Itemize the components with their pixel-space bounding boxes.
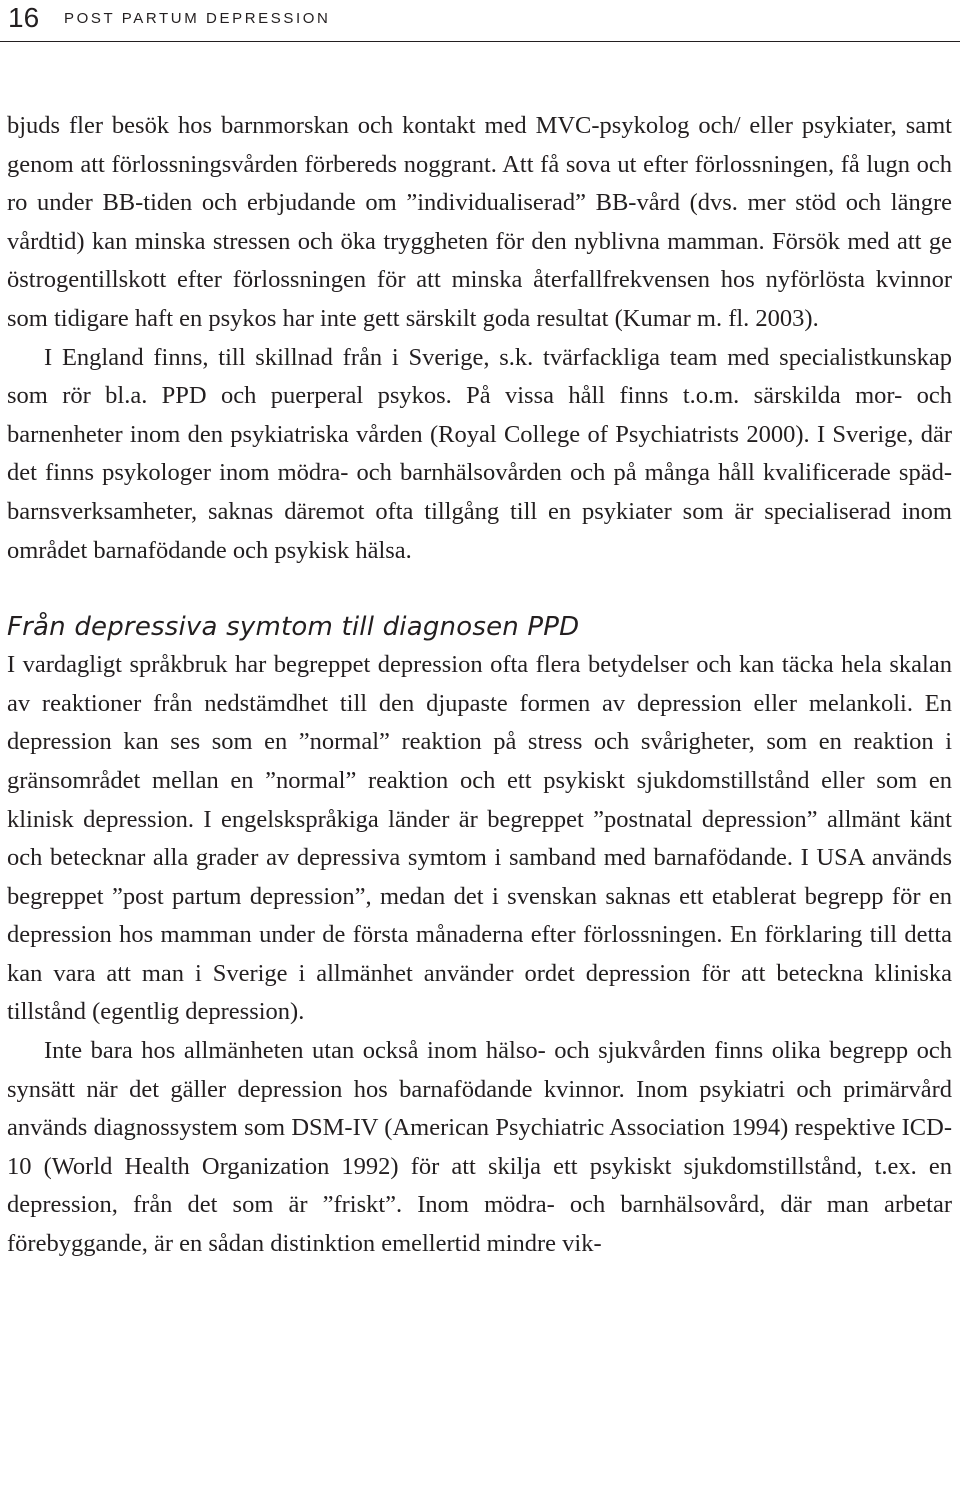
paragraph: Inte bara hos allmänheten utan också inom hälso- och sjukvården finns olika begrepp och synsätt när det gäller depression hos barnafödande kvinnor. Inom psykiatri och primärvård används diagnossystem som DSM-IV (American Psychiatric Association 1994) respektive ICD-10 (World Health Organization 1992) för att skilja ett psykiskt sjukdomstillstånd, t.ex. en depression, från det som är ”friskt”. Inom mödra- och barnhälsovård, där man arbetar förebyggande, är en sådan distinktion emellertid mindre vik- xyxy=(7,1037,952,1258)
paragraph: bjuds fler besök hos barnmorskan och kontakt med MVC-psykolog och/ eller psykiater, samt genom att förlossningsvården förbereds noggrant. Att få sova ut efter förlossningen, få lugn och ro under BB-tiden och erbjudande om ”individualiserad” BB-vård (dvs. mer stöd och längre vårdtid) kan minska stressen och öka tryggheten för den nyblivna mamman. Försök med att ge östrogentillskott efter förlossningen för att minska återfallfrekvensen hos nyförlösta kvinnor som tidigare haft en psykos har inte gett särskilt goda resultat (Kumar m. fl. 2003). xyxy=(7,112,952,332)
section-heading: Från depressiva symtom till diagnosen PPD xyxy=(7,612,580,643)
paragraph: I vardagligt språkbruk har begreppet depression ofta flera betydelser och kan täcka hela skalan av reaktioner från nedstämdhet till den djupaste formen av depression eller melankoli. En depression kan ses som en ”normal” reaktion på stress och svårigheter, som en reaktion i gränsområdet mellan en ”normal” reaktion och ett psykiskt sjukdomstillstånd eller som en klinisk depression. I engelskspråkiga länder är begreppet ”postnatal depression” allmänt känt och betecknar alla grader av depressiva symtom i samband med barnafödande. I USA används begreppet ”post partum depression”, medan det i svenskan saknas ett etablerat begrepp för en depression hos mamman under de första månaderna efter förlossningen. En förklaring till detta kan vara att man i Sverige i allmänhet använder ordet depression för att beteckna kliniska tillstånd (egentlig depression). xyxy=(7,651,952,1026)
page-number: 16 xyxy=(8,2,40,33)
body-text xyxy=(7,107,952,1264)
running-title: POST PARTUM DEPRESSION xyxy=(64,10,331,27)
running-header xyxy=(0,0,960,42)
paragraph: I England finns, till skillnad från i Sverige, s.k. tvärfackliga team med specialistkunskap som rör bl.a. PPD och puerperal psykos. På vissa håll finns t.o.m. särskilda mor- och barnenheter inom den psykiatriska vården (Royal College of Psychiatrists 2000). I Sverige, där det finns psykologer inom mödra- och barnhälsovården och på många håll kvalificerade spädbarnsverksamheter, saknas däremot ofta tillgång till en psykiater som är specialiserad inom området barnafödande och psykisk hälsa. xyxy=(7,343,952,564)
